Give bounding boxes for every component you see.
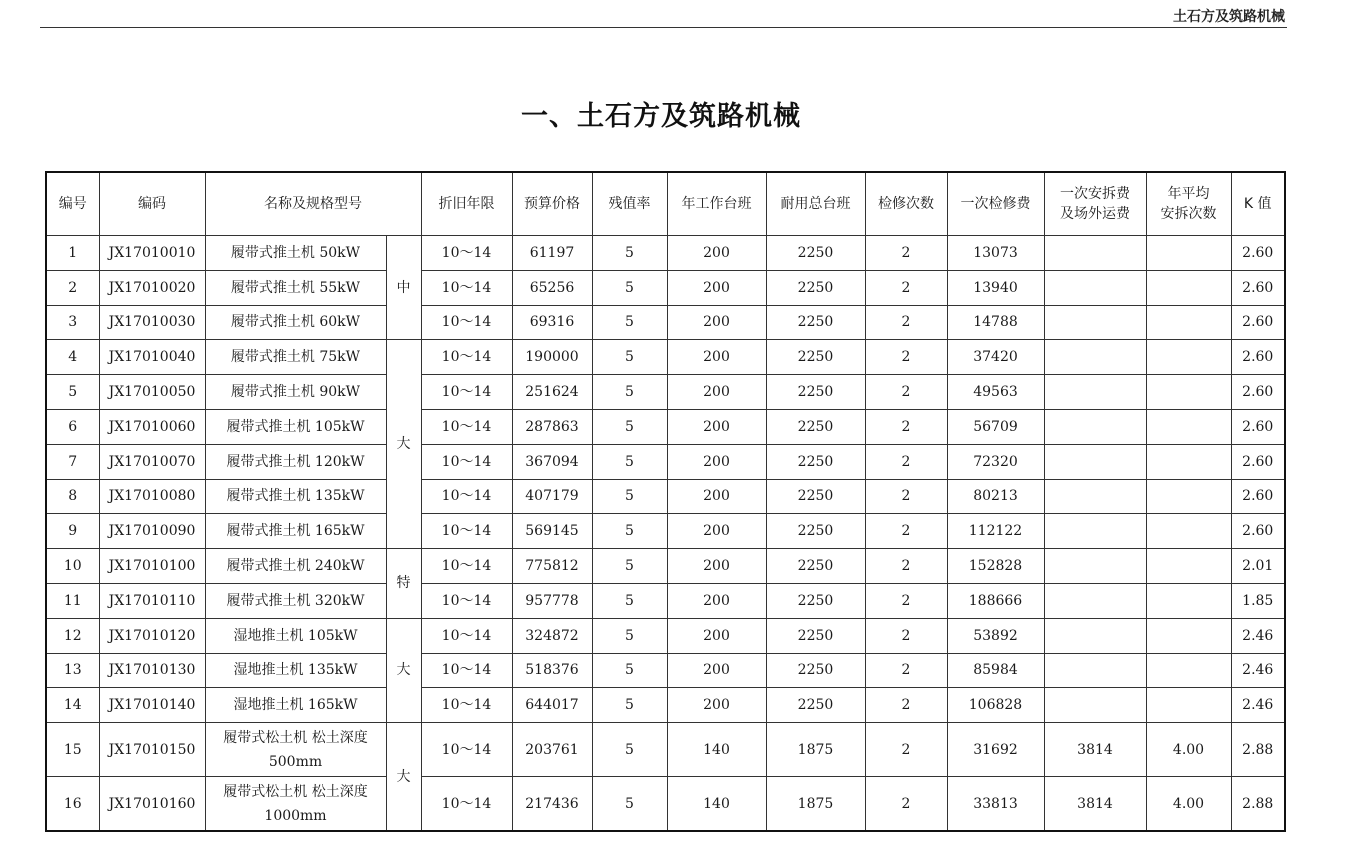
col-name-header: 名称及规格型号 [205, 172, 421, 236]
cell-price: 203761 [512, 723, 592, 777]
cell-residual: 5 [592, 777, 667, 832]
table-body [46, 236, 1285, 832]
cell-repairs: 2 [865, 270, 947, 305]
cell-annual: 200 [667, 305, 766, 340]
cell-category: 大 [386, 618, 421, 722]
cell-install-freq [1146, 479, 1231, 514]
cell-annual: 200 [667, 340, 766, 375]
cell-repair-cost: 33813 [947, 777, 1044, 832]
cell-no: 8 [46, 479, 99, 514]
cell-no: 2 [46, 270, 99, 305]
cell-install-cost [1044, 479, 1146, 514]
cell-years: 10～14 [421, 723, 512, 777]
cell-repair-cost: 31692 [947, 723, 1044, 777]
cell-price: 251624 [512, 375, 592, 410]
cell-price: 324872 [512, 618, 592, 653]
cell-repair-cost: 80213 [947, 479, 1044, 514]
cell-price: 217436 [512, 777, 592, 832]
cell-repairs: 2 [865, 688, 947, 723]
cell-annual: 200 [667, 444, 766, 479]
cell-residual: 5 [592, 583, 667, 618]
cell-residual: 5 [592, 340, 667, 375]
table-row [46, 444, 1285, 479]
cell-install-freq [1146, 618, 1231, 653]
cell-k: 2.60 [1231, 270, 1285, 305]
cell-no: 14 [46, 688, 99, 723]
cell-residual: 5 [592, 723, 667, 777]
cell-total: 2250 [766, 444, 865, 479]
cell-install-freq: 4.00 [1146, 777, 1231, 832]
cell-years: 10～14 [421, 444, 512, 479]
cell-install-freq [1146, 409, 1231, 444]
cell-total: 2250 [766, 305, 865, 340]
cell-annual: 200 [667, 375, 766, 410]
cell-repair-cost: 37420 [947, 340, 1044, 375]
col-no-header: 编号 [46, 172, 99, 236]
cell-install-cost [1044, 688, 1146, 723]
cell-install-cost [1044, 409, 1146, 444]
cell-no: 1 [46, 236, 99, 271]
cell-code: JX17010120 [99, 618, 205, 653]
cell-repair-cost: 56709 [947, 409, 1044, 444]
col-install-freq-line2: 安拆次数 [1160, 206, 1217, 222]
cell-code: JX17010140 [99, 688, 205, 723]
cell-name: 履带式推土机 55kW [205, 270, 386, 305]
cell-total: 2250 [766, 270, 865, 305]
cell-install-cost [1044, 653, 1146, 688]
cell-k: 1.85 [1231, 583, 1285, 618]
cell-price: 775812 [512, 549, 592, 584]
cell-code: JX17010050 [99, 375, 205, 410]
cell-name: 履带式推土机 60kW [205, 305, 386, 340]
cell-repairs: 2 [865, 723, 947, 777]
cell-repairs: 2 [865, 305, 947, 340]
cell-code: JX17010060 [99, 409, 205, 444]
cell-name: 履带式推土机 135kW [205, 479, 386, 514]
cell-install-freq [1146, 375, 1231, 410]
cell-repairs: 2 [865, 375, 947, 410]
cell-code: JX17010040 [99, 340, 205, 375]
table-row [46, 618, 1285, 653]
cell-years: 10～14 [421, 479, 512, 514]
cell-k: 2.60 [1231, 236, 1285, 271]
cell-repair-cost: 13073 [947, 236, 1044, 271]
cell-price: 569145 [512, 514, 592, 549]
cell-name: 湿地推土机 135kW [205, 653, 386, 688]
cell-name: 履带式推土机 120kW [205, 444, 386, 479]
col-install-cost-header [1044, 172, 1146, 236]
cell-code: JX17010150 [99, 723, 205, 777]
cell-repairs: 2 [865, 479, 947, 514]
cell-name: 湿地推土机 165kW [205, 688, 386, 723]
cell-years: 10～14 [421, 653, 512, 688]
table-row [46, 340, 1285, 375]
cell-repair-cost: 152828 [947, 549, 1044, 584]
cell-install-cost [1044, 375, 1146, 410]
cell-price: 644017 [512, 688, 592, 723]
table-row [46, 305, 1285, 340]
cell-k: 2.46 [1231, 653, 1285, 688]
cell-years: 10～14 [421, 236, 512, 271]
running-header: 土石方及筑路机械 [1173, 9, 1285, 25]
table-row [46, 583, 1285, 618]
cell-total: 2250 [766, 479, 865, 514]
cell-repair-cost: 13940 [947, 270, 1044, 305]
cell-no: 9 [46, 514, 99, 549]
table-row [46, 236, 1285, 271]
page-title: 一、土石方及筑路机械 [521, 101, 801, 132]
cell-price: 518376 [512, 653, 592, 688]
cell-annual: 140 [667, 777, 766, 832]
cell-annual: 200 [667, 583, 766, 618]
cell-install-freq [1146, 340, 1231, 375]
cell-repairs: 2 [865, 340, 947, 375]
cell-category: 特 [386, 549, 421, 619]
table-row [46, 688, 1285, 723]
cell-name: 履带式推土机 75kW [205, 340, 386, 375]
cell-install-freq [1146, 549, 1231, 584]
cell-name: 履带式推土机 50kW [205, 236, 386, 271]
cell-total: 2250 [766, 653, 865, 688]
cell-annual: 200 [667, 236, 766, 271]
cell-years: 10～14 [421, 375, 512, 410]
cell-residual: 5 [592, 375, 667, 410]
cell-repair-cost: 188666 [947, 583, 1044, 618]
cell-price: 407179 [512, 479, 592, 514]
cell-total: 2250 [766, 688, 865, 723]
cell-residual: 5 [592, 409, 667, 444]
cell-repair-cost: 112122 [947, 514, 1044, 549]
cell-repairs: 2 [865, 777, 947, 832]
table-row [46, 549, 1285, 584]
cell-years: 10～14 [421, 305, 512, 340]
cell-years: 10～14 [421, 514, 512, 549]
table-row [46, 270, 1285, 305]
cell-install-cost [1044, 444, 1146, 479]
cell-k: 2.60 [1231, 409, 1285, 444]
cell-install-cost [1044, 305, 1146, 340]
cell-code: JX17010160 [99, 777, 205, 832]
cell-residual: 5 [592, 444, 667, 479]
cell-install-cost [1044, 236, 1146, 271]
cell-name: 履带式松土机 松土深度 1000mm [205, 777, 386, 832]
cell-code: JX17010070 [99, 444, 205, 479]
cell-category: 大 [386, 340, 421, 549]
cell-total: 2250 [766, 514, 865, 549]
cell-category: 中 [386, 236, 421, 340]
cell-residual: 5 [592, 549, 667, 584]
cell-total: 2250 [766, 618, 865, 653]
col-code-header: 编码 [99, 172, 205, 236]
cell-annual: 200 [667, 270, 766, 305]
cell-install-cost [1044, 583, 1146, 618]
cell-repairs: 2 [865, 514, 947, 549]
machinery-table [45, 171, 1286, 832]
col-price-header: 预算价格 [512, 172, 592, 236]
cell-install-freq [1146, 688, 1231, 723]
cell-repair-cost: 49563 [947, 375, 1044, 410]
cell-k: 2.60 [1231, 444, 1285, 479]
cell-k: 2.60 [1231, 479, 1285, 514]
cell-years: 10～14 [421, 777, 512, 832]
cell-no: 3 [46, 305, 99, 340]
cell-name: 履带式推土机 320kW [205, 583, 386, 618]
cell-residual: 5 [592, 688, 667, 723]
cell-repairs: 2 [865, 653, 947, 688]
cell-code: JX17010030 [99, 305, 205, 340]
cell-code: JX17010100 [99, 549, 205, 584]
cell-annual: 200 [667, 688, 766, 723]
cell-install-freq: 4.00 [1146, 723, 1231, 777]
cell-k: 2.60 [1231, 305, 1285, 340]
cell-k: 2.01 [1231, 549, 1285, 584]
cell-total: 2250 [766, 340, 865, 375]
cell-total: 2250 [766, 583, 865, 618]
cell-no: 7 [46, 444, 99, 479]
table-row [46, 514, 1285, 549]
cell-install-cost [1044, 270, 1146, 305]
cell-install-cost: 3814 [1044, 777, 1146, 832]
cell-price: 61197 [512, 236, 592, 271]
table-row [46, 479, 1285, 514]
cell-repairs: 2 [865, 236, 947, 271]
cell-repair-cost: 106828 [947, 688, 1044, 723]
cell-price: 190000 [512, 340, 592, 375]
cell-install-freq [1146, 444, 1231, 479]
cell-code: JX17010130 [99, 653, 205, 688]
cell-price: 65256 [512, 270, 592, 305]
cell-years: 10～14 [421, 340, 512, 375]
col-years-header: 折旧年限 [421, 172, 512, 236]
col-residual-header: 残值率 [592, 172, 667, 236]
cell-annual: 200 [667, 618, 766, 653]
cell-residual: 5 [592, 236, 667, 271]
cell-years: 10～14 [421, 618, 512, 653]
cell-install-freq [1146, 583, 1231, 618]
col-repair-cost-header: 一次检修费 [947, 172, 1044, 236]
cell-install-cost [1044, 514, 1146, 549]
cell-repair-cost: 72320 [947, 444, 1044, 479]
cell-years: 10～14 [421, 270, 512, 305]
col-repairs-header: 检修次数 [865, 172, 947, 236]
table-row [46, 653, 1285, 688]
cell-k: 2.46 [1231, 618, 1285, 653]
cell-code: JX17010090 [99, 514, 205, 549]
table-row [46, 375, 1285, 410]
cell-install-freq [1146, 236, 1231, 271]
cell-no: 12 [46, 618, 99, 653]
cell-years: 10～14 [421, 688, 512, 723]
cell-name: 履带式推土机 90kW [205, 375, 386, 410]
col-install-cost-line2: 及场外运费 [1060, 206, 1130, 222]
cell-total: 1875 [766, 723, 865, 777]
cell-annual: 200 [667, 479, 766, 514]
col-install-freq-header [1146, 172, 1231, 236]
cell-residual: 5 [592, 514, 667, 549]
table-row [46, 723, 1285, 777]
cell-price: 69316 [512, 305, 592, 340]
cell-install-cost [1044, 549, 1146, 584]
cell-k: 2.60 [1231, 514, 1285, 549]
cell-install-freq [1146, 653, 1231, 688]
col-install-freq-line1: 年平均 [1167, 186, 1210, 202]
cell-install-freq [1146, 270, 1231, 305]
cell-annual: 200 [667, 549, 766, 584]
cell-code: JX17010020 [99, 270, 205, 305]
cell-annual: 140 [667, 723, 766, 777]
cell-total: 2250 [766, 409, 865, 444]
col-total-header: 耐用总台班 [766, 172, 865, 236]
cell-no: 10 [46, 549, 99, 584]
cell-residual: 5 [592, 479, 667, 514]
cell-name: 履带式推土机 165kW [205, 514, 386, 549]
col-k-header: K 值 [1231, 172, 1285, 236]
header-rule [40, 27, 1287, 28]
cell-annual: 200 [667, 653, 766, 688]
cell-no: 13 [46, 653, 99, 688]
cell-install-cost: 3814 [1044, 723, 1146, 777]
cell-no: 11 [46, 583, 99, 618]
cell-no: 16 [46, 777, 99, 832]
cell-residual: 5 [592, 305, 667, 340]
cell-install-freq [1146, 514, 1231, 549]
cell-code: JX17010010 [99, 236, 205, 271]
cell-price: 367094 [512, 444, 592, 479]
table-row [46, 777, 1285, 832]
col-install-cost-line1: 一次安拆费 [1060, 186, 1130, 202]
cell-repair-cost: 85984 [947, 653, 1044, 688]
cell-repairs: 2 [865, 549, 947, 584]
cell-name: 履带式推土机 105kW [205, 409, 386, 444]
cell-annual: 200 [667, 409, 766, 444]
cell-repair-cost: 53892 [947, 618, 1044, 653]
cell-annual: 200 [667, 514, 766, 549]
table-row [46, 409, 1285, 444]
col-annual-header: 年工作台班 [667, 172, 766, 236]
cell-name: 湿地推土机 105kW [205, 618, 386, 653]
cell-years: 10～14 [421, 549, 512, 584]
cell-k: 2.46 [1231, 688, 1285, 723]
cell-install-cost [1044, 618, 1146, 653]
cell-total: 1875 [766, 777, 865, 832]
cell-residual: 5 [592, 653, 667, 688]
cell-years: 10～14 [421, 583, 512, 618]
cell-total: 2250 [766, 375, 865, 410]
cell-repairs: 2 [865, 618, 947, 653]
cell-install-cost [1044, 340, 1146, 375]
cell-repairs: 2 [865, 583, 947, 618]
cell-category: 大 [386, 723, 421, 832]
cell-price: 957778 [512, 583, 592, 618]
table-header-row [46, 172, 1285, 236]
cell-no: 6 [46, 409, 99, 444]
cell-total: 2250 [766, 236, 865, 271]
cell-name: 履带式松土机 松土深度 500mm [205, 723, 386, 777]
cell-k: 2.60 [1231, 340, 1285, 375]
cell-total: 2250 [766, 549, 865, 584]
cell-price: 287863 [512, 409, 592, 444]
cell-code: JX17010080 [99, 479, 205, 514]
cell-install-freq [1146, 305, 1231, 340]
cell-k: 2.60 [1231, 375, 1285, 410]
cell-code: JX17010110 [99, 583, 205, 618]
cell-no: 4 [46, 340, 99, 375]
cell-k: 2.88 [1231, 777, 1285, 832]
cell-repairs: 2 [865, 409, 947, 444]
cell-residual: 5 [592, 270, 667, 305]
cell-repairs: 2 [865, 444, 947, 479]
cell-residual: 5 [592, 618, 667, 653]
cell-no: 5 [46, 375, 99, 410]
cell-no: 15 [46, 723, 99, 777]
cell-years: 10～14 [421, 409, 512, 444]
cell-name: 履带式推土机 240kW [205, 549, 386, 584]
cell-repair-cost: 14788 [947, 305, 1044, 340]
cell-k: 2.88 [1231, 723, 1285, 777]
